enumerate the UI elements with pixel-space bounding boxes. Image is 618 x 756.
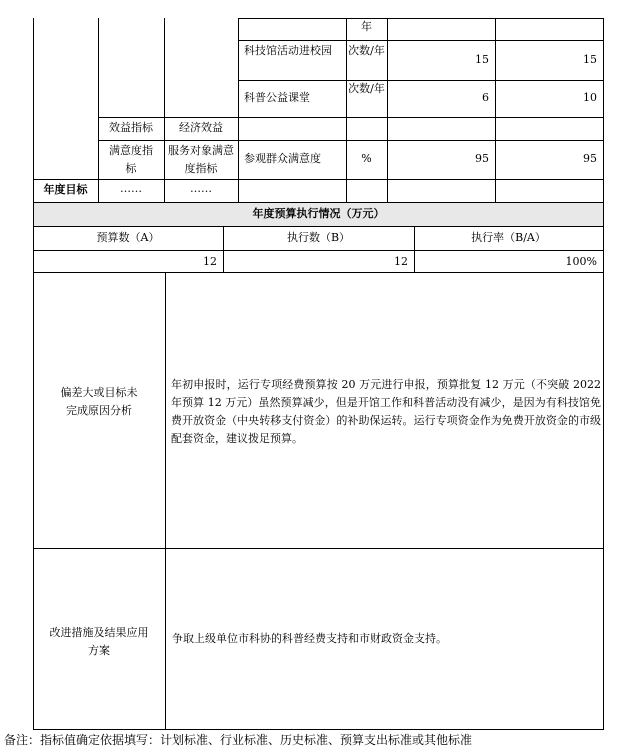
- indicator-unit-1: 次数/年: [348, 44, 385, 57]
- improve-text: 争取上级单位市科协的科普经费支持和市财政资金支持。: [172, 632, 447, 645]
- indicator-actual-2: 10: [583, 91, 597, 104]
- annual-goal-value-2: ……: [190, 182, 212, 195]
- deviation-label: 偏差大或目标未完成原因分析: [60, 386, 138, 417]
- annual-goal-label: 年度目标: [43, 183, 88, 196]
- rate-value: 100%: [565, 255, 597, 268]
- exec-col-header: 执行数（B）: [286, 231, 351, 244]
- improve-label: 改进措施及结果应用方案: [49, 626, 149, 657]
- benefit-level1: 效益指标: [109, 121, 153, 134]
- unit-cell-year: 年: [361, 20, 372, 33]
- indicator-actual-1: 15: [583, 53, 597, 66]
- indicator-unit-2: 次数/年: [348, 82, 385, 95]
- indicator-name-1: 科技馆活动进校园: [244, 44, 332, 57]
- benefit-level2: 经济效益: [179, 121, 223, 134]
- indicator-target-2: 6: [482, 91, 489, 104]
- budget-col-header: 预算数（A）: [96, 231, 160, 244]
- satisfaction-level2: 服务对象满意度指标: [168, 144, 234, 175]
- indicator-target-1: 15: [475, 53, 489, 66]
- deviation-text: 年初申报时，运行专项经费预算按 20 万元进行申报，预算批复 12 万元（不突破 2022 年预算 12 万元）虽然预算减少，但是开馆工作和科普活动没有减少，是因为有科技馆免费开放资金（中央转移支付资金）的补助保运转。运行专项资金作为免费开放资金的市级配套资金，建议拨足预算。: [171, 378, 601, 445]
- satisfaction-level1: 满意度指标: [109, 144, 153, 175]
- annual-goal-value-1: ……: [120, 182, 142, 195]
- budget-value: 12: [203, 255, 217, 268]
- rate-col-header: 执行率（B/A）: [471, 231, 546, 244]
- satisfaction-unit: %: [361, 152, 372, 165]
- budget-header: 年度预算执行情况（万元）: [252, 207, 385, 220]
- satisfaction-actual: 95: [583, 152, 597, 165]
- footnote: 备注：指标值确定依据填写：计划标准、行业标准、历史标准、预算支出标准或其他标准: [4, 733, 473, 747]
- satisfaction-name: 参观群众满意度: [244, 152, 321, 165]
- satisfaction-target: 95: [475, 152, 489, 165]
- exec-value: 12: [394, 255, 408, 268]
- indicator-name-2: 科普公益课堂: [244, 91, 310, 104]
